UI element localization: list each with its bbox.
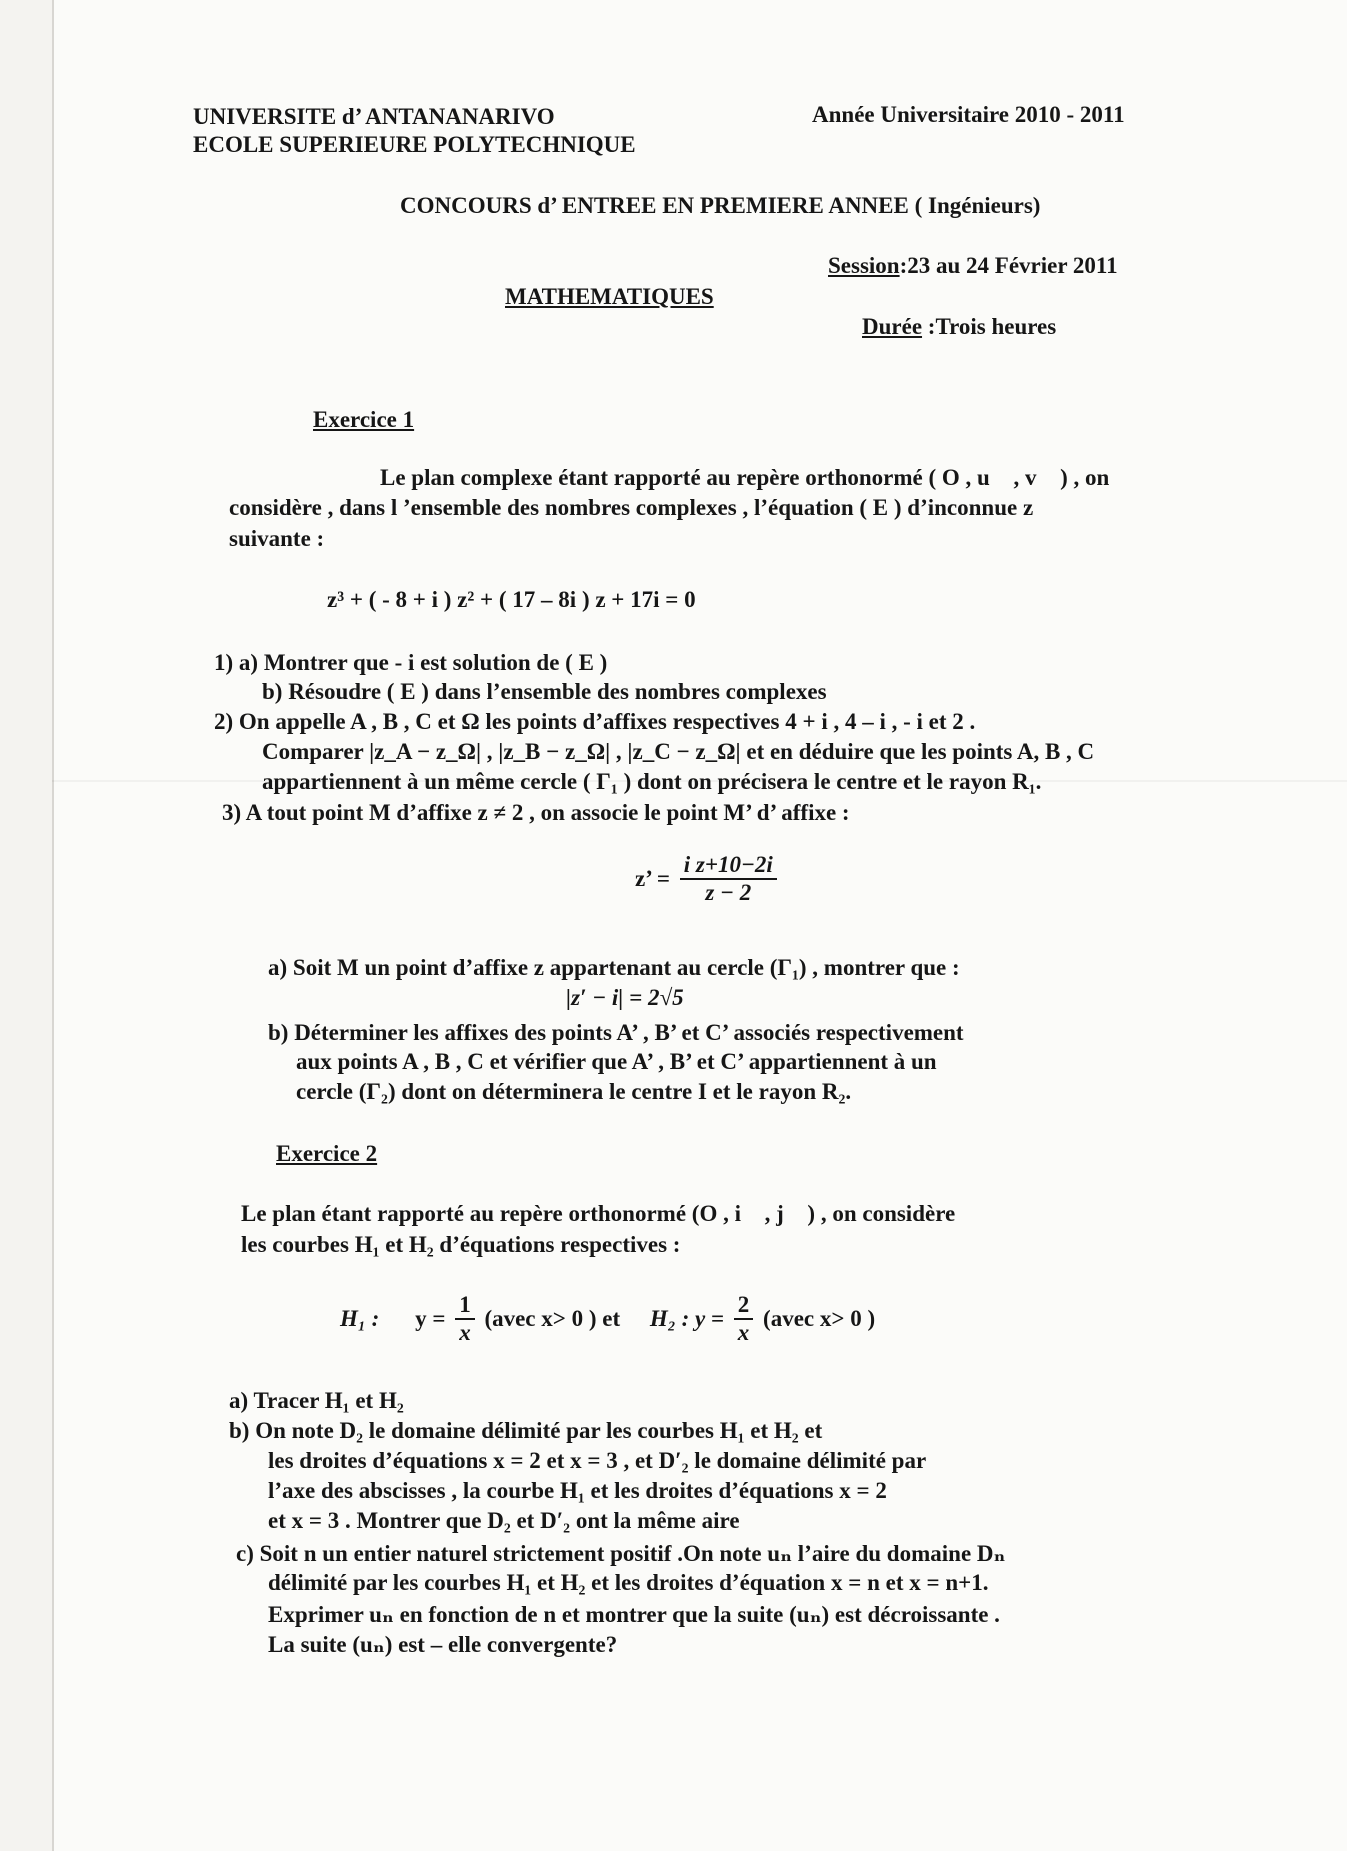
- exercise-1-title: Exercice 1: [313, 407, 415, 432]
- ex1-q2-line-1: 2) On appelle A , B , C et Ω les points d’affixes respectives 4 + i , 4 – i , - i et 2 .: [214, 709, 976, 734]
- ex2-curve-equations: [340, 1292, 875, 1346]
- formula-lhs: z’ =: [635, 866, 671, 891]
- ex2-qc-line-1: c) Soit n un entier naturel strictement positif .On note uₙ l’aire du domaine Dₙ: [236, 1541, 1006, 1566]
- ex1-q3b-line-3: cercle (Γ₂) dont on déterminera le centre I et le rayon R₂.: [296, 1079, 852, 1104]
- formula-numerator: i z+10−2i: [680, 852, 777, 880]
- formula-denominator: z − 2: [705, 880, 752, 905]
- ex2-qa: a) Tracer H₁ et H₂: [229, 1388, 404, 1413]
- ex1-q3b-line-2: aux points A , B , C et vérifier que A’ , B’ et C’ appartiennent à un: [296, 1049, 937, 1074]
- duration-value: :Trois heures: [927, 314, 1057, 339]
- ex1-equation: z³ + ( - 8 + i ) z² + ( 17 – 8i ) z + 17i = 0: [327, 587, 696, 612]
- ex1-q1a: 1) a) Montrer que - i est solution de ( E ): [214, 650, 608, 675]
- ex1-q1b: b) Résoudre ( E ) dans l’ensemble des nombres complexes: [262, 679, 827, 704]
- ex1-intro-line-2: considère , dans l ’ensemble des nombres complexes , l’équation ( E ) d’inconnue z: [229, 495, 1034, 520]
- ex1-q2-line-3: appartiennent à un même cercle ( Γ₁ ) dont on précisera le centre et le rayon R₁.: [262, 769, 1042, 794]
- h1-label: H₁ :: [340, 1306, 380, 1331]
- ex2-qc-line-3: Exprimer uₙ en fonction de n et montrer que la suite (uₙ) est décroissante .: [268, 1602, 1000, 1627]
- h1-condition: (avec x> 0 ) et: [484, 1306, 621, 1331]
- ex1-q3: 3) A tout point M d’affixe z ≠ 2 , on associe le point M’ d’ affixe :: [222, 800, 850, 825]
- h2-denominator: x: [737, 1320, 750, 1345]
- ex2-intro-line-2: les courbes H₁ et H₂ d’équations respectives :: [241, 1232, 681, 1257]
- h1-numerator: 1: [455, 1292, 475, 1320]
- h1-y: y =: [415, 1306, 446, 1331]
- ex2-qc-line-2: délimité par les courbes H₁ et H₂ et les droites d’équation x = n et x = n+1.: [268, 1570, 989, 1595]
- ex1-q2-line-2: Comparer |z_A − z_Ω| , |z_B − z_Ω| , |z_C − z_Ω| et en déduire que les points A, B , C: [262, 739, 1095, 764]
- ex1-q3a: a) Soit M un point d’affixe z appartenant au cercle (Γ₁) , montrer que :: [268, 955, 960, 980]
- university-name: UNIVERSITE d’ ANTANANARIVO: [193, 104, 555, 129]
- h2-numerator: 2: [734, 1292, 754, 1320]
- ex1-transform-formula: [635, 852, 781, 906]
- subject-title: MATHEMATIQUES: [505, 284, 714, 309]
- ex1-q3b-line-1: b) Déterminer les affixes des points A’ , B’ et C’ associés respectivement: [268, 1020, 964, 1045]
- ex2-qb-line-4: et x = 3 . Montrer que D₂ et D′₂ ont la même aire: [268, 1508, 740, 1533]
- school-name: ECOLE SUPERIEURE POLYTECHNIQUE: [193, 132, 636, 157]
- ex2-qb-line-1: b) On note D₂ le domaine délimité par les courbes H₁ et H₂ et: [229, 1418, 823, 1443]
- ex2-qc-line-4: La suite (uₙ) est – elle convergente?: [268, 1632, 618, 1657]
- h2-condition: (avec x> 0 ): [763, 1306, 876, 1331]
- ex1-intro-line-3: suivante :: [229, 526, 325, 551]
- academic-year: Année Universitaire 2010 - 2011: [812, 102, 1125, 127]
- session-value: :23 au 24 Février 2011: [899, 253, 1118, 278]
- h1-denominator: x: [459, 1320, 471, 1345]
- duration-label: Durée: [862, 314, 923, 339]
- ex2-qb-line-2: les droites d’équations x = 2 et x = 3 , et D′₂ le domaine délimité par: [268, 1448, 927, 1473]
- session-info: [828, 253, 1118, 279]
- ex2-qb-line-3: l’axe des abscisses , la courbe H₁ et les droites d’équations x = 2: [268, 1478, 887, 1503]
- exercise-2-title: Exercice 2: [276, 1141, 378, 1166]
- contest-title: CONCOURS d’ ENTREE EN PREMIERE ANNEE ( Ingénieurs): [400, 193, 1041, 218]
- session-label: Session: [828, 253, 900, 278]
- ex1-q3a-result: |z′ − i| = 2√5: [566, 985, 684, 1010]
- h2-label: H₂ : y =: [649, 1306, 725, 1331]
- ex2-intro-line-1: Le plan étant rapporté au repère orthonormé (O , i⃗ , j⃗ ) , on considère: [241, 1201, 956, 1226]
- duration-info: [862, 314, 1056, 340]
- ex1-intro-line-1: Le plan complexe étant rapporté au repère orthonormé ( O , u⃗ , v⃗ ) , on: [380, 465, 1110, 490]
